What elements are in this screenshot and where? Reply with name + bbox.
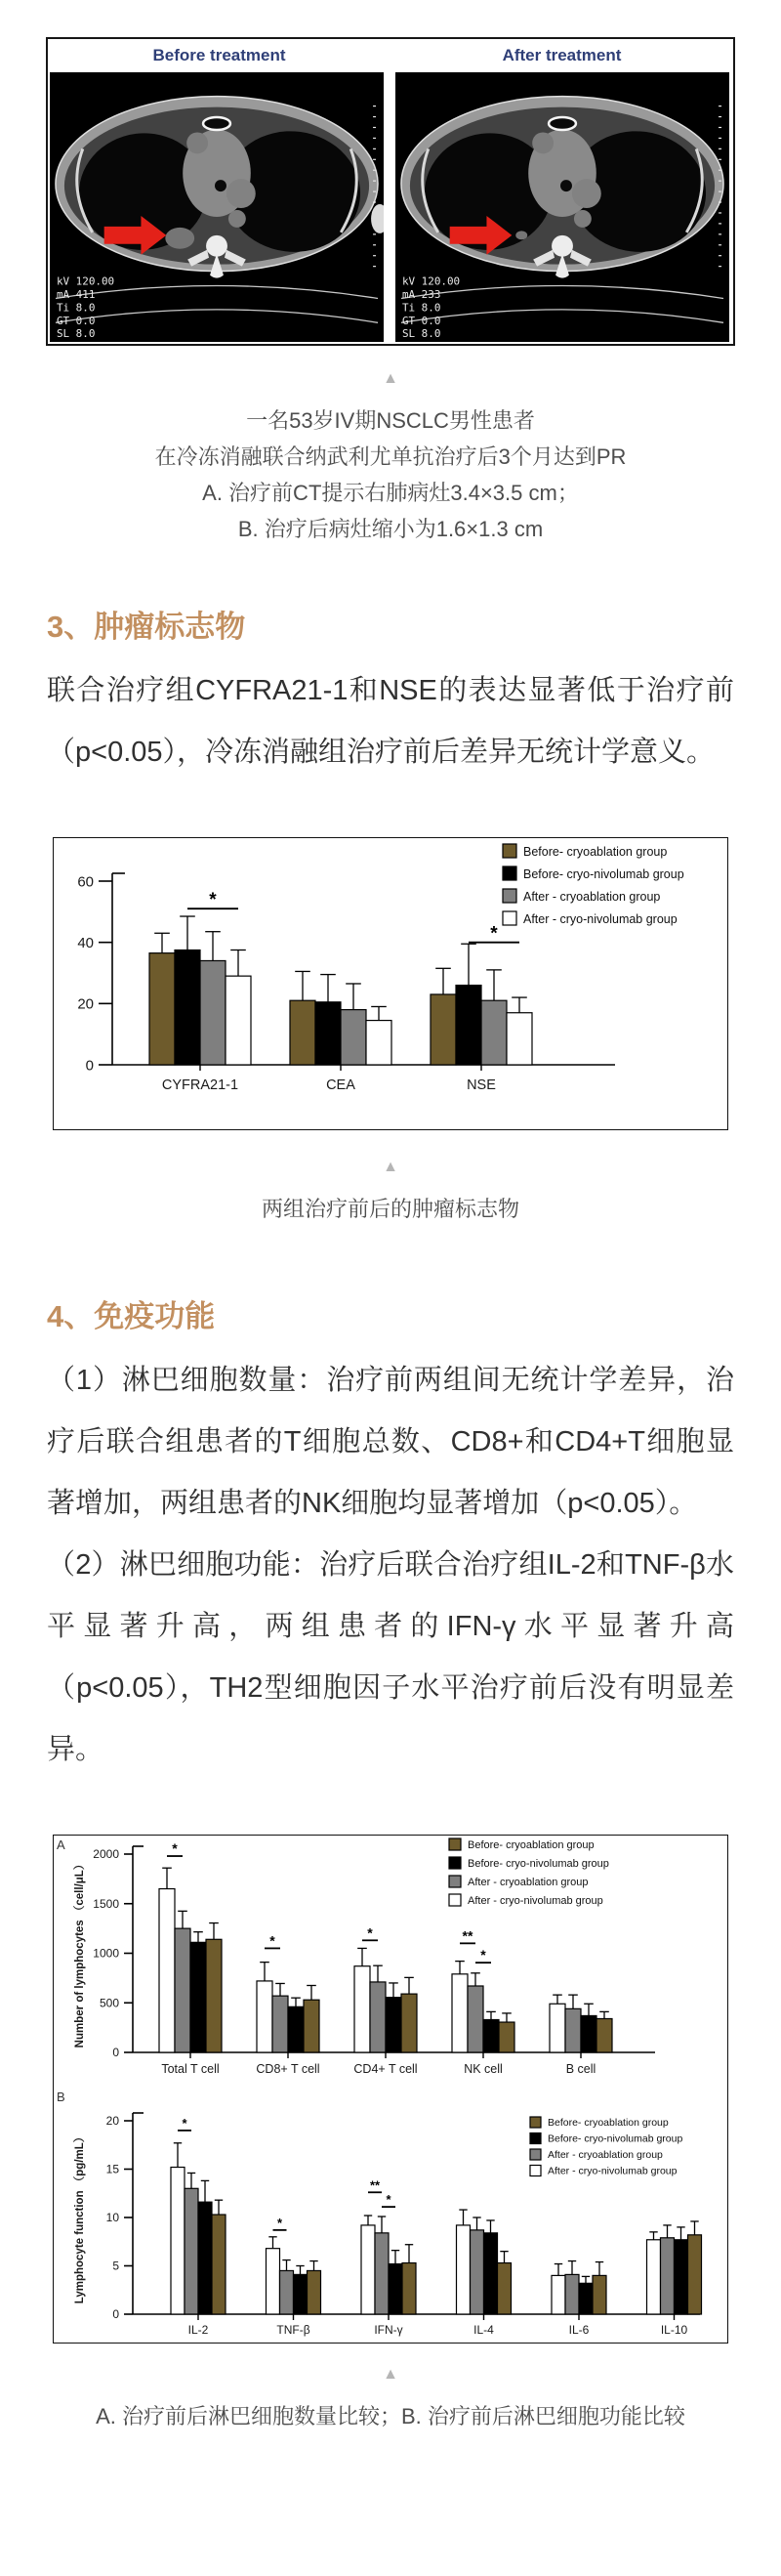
- svg-text:Ti 8.0: Ti 8.0: [56, 301, 96, 315]
- section4-paragraph-2: （2）淋巴细胞功能：治疗后联合治疗组IL-2和TNF-β水平显著升高，两组患者的IFN-γ水平显著升高（p<0.05），TH2型细胞因子水平治疗前后没有明显差异。: [47, 1549, 734, 1765]
- svg-text:GT 0.0: GT 0.0: [401, 314, 441, 327]
- svg-text:SL 8.0: SL 8.0: [401, 327, 441, 341]
- svg-text:Before- cryoablation group: Before- cryoablation group: [523, 845, 668, 859]
- ct-after-title: After treatment: [502, 46, 622, 64]
- svg-text:0: 0: [112, 2046, 119, 2060]
- svg-text:Before- cryo-nivolumab group: Before- cryo-nivolumab group: [468, 1858, 609, 1870]
- caret-up-icon: ▲: [383, 1159, 398, 1175]
- svg-text:**: **: [369, 2177, 381, 2193]
- svg-text:B cell: B cell: [565, 2062, 596, 2076]
- section3-paragraph: 联合治疗组CYFRA21-1和NSE的表达显著低于治疗前（p<0.05），冷冻消融组治疗前后差异无统计学意义。: [47, 675, 734, 768]
- svg-text:GT 0.0: GT 0.0: [56, 314, 96, 327]
- svg-text:0: 0: [112, 2307, 119, 2322]
- svg-text:NK cell: NK cell: [464, 2062, 503, 2076]
- svg-text:Ti 8.0: Ti 8.0: [401, 301, 441, 315]
- svg-text:*: *: [269, 1932, 275, 1949]
- svg-text:kV 120.00: kV 120.00: [401, 274, 461, 288]
- svg-text:CYFRA21-1: CYFRA21-1: [161, 1077, 239, 1093]
- svg-text:IL-2: IL-2: [187, 2323, 209, 2337]
- svg-text:**: **: [462, 1927, 473, 1944]
- svg-text:mA 233: mA 233: [401, 287, 441, 301]
- svg-text:1000: 1000: [93, 1946, 119, 1961]
- svg-text:After - cryo-nivolumab group: After - cryo-nivolumab group: [468, 1895, 603, 1907]
- chart1-caption-line: 两组治疗前后的肿瘤标志物: [261, 1197, 519, 1221]
- svg-text:CEA: CEA: [326, 1077, 355, 1093]
- svg-text:5: 5: [112, 2259, 119, 2273]
- ct-figure: [46, 37, 735, 346]
- ct-caption: [0, 371, 781, 547]
- figure2-caption: [0, 2367, 781, 2434]
- svg-text:B: B: [57, 2090, 65, 2104]
- svg-text:Before- cryo-nivolumab group: Before- cryo-nivolumab group: [548, 2133, 683, 2145]
- chart1-caption: [0, 1160, 781, 1227]
- svg-text:Number of lymphocytes （cell/μL: Number of lymphocytes （cell/μL）: [74, 1858, 86, 2048]
- section3-heading: 3、肿瘤标志物: [47, 610, 246, 644]
- svg-text:Before- cryo-nivolumab group: Before- cryo-nivolumab group: [523, 867, 684, 881]
- svg-text:Before- cryoablation group: Before- cryoablation group: [468, 1839, 595, 1851]
- svg-text:Lymphocyte function （pg/mL）: Lymphocyte function （pg/mL）: [74, 2131, 86, 2304]
- tumor-marker-chart: [53, 837, 728, 1130]
- svg-text:20: 20: [77, 995, 94, 1013]
- svg-text:CD4+ T cell: CD4+ T cell: [353, 2062, 418, 2076]
- svg-text:TNF-β: TNF-β: [276, 2323, 310, 2337]
- immune-figure: [53, 1835, 728, 2344]
- svg-text:Total T cell: Total T cell: [161, 2062, 220, 2076]
- ct-image-after: [395, 72, 729, 342]
- svg-text:IFN-γ: IFN-γ: [374, 2323, 403, 2337]
- ct-caption-line: A. 治疗前CT提示右肺病灶3.4×3.5 cm；: [202, 481, 579, 505]
- svg-text:Before- cryoablation group: Before- cryoablation group: [548, 2117, 669, 2129]
- svg-text:*: *: [480, 1947, 486, 1964]
- svg-text:500: 500: [99, 1996, 119, 2010]
- svg-text:After - cryo-nivolumab group: After - cryo-nivolumab group: [523, 912, 678, 926]
- svg-text:IL-6: IL-6: [568, 2323, 590, 2337]
- ct-caption-line: 在冷冻消融联合纳武利尤单抗治疗后3个月达到PR: [154, 444, 627, 469]
- svg-text:A: A: [57, 1837, 65, 1852]
- svg-text:40: 40: [77, 934, 94, 951]
- svg-text:After - cryo-nivolumab group: After - cryo-nivolumab group: [548, 2165, 678, 2177]
- lymphocyte-function-chart-svg: [54, 2090, 727, 2343]
- tumor-marker-chart-svg: [54, 838, 727, 1129]
- svg-text:60: 60: [77, 873, 94, 891]
- svg-text:IL-4: IL-4: [473, 2323, 494, 2337]
- ct-before-title: Before treatment: [152, 46, 286, 64]
- section4-heading: 4、免疫功能: [47, 1299, 216, 1333]
- svg-text:10: 10: [105, 2211, 119, 2225]
- svg-text:*: *: [182, 2115, 187, 2131]
- svg-text:After - cryoablation group: After - cryoablation group: [523, 890, 661, 904]
- svg-text:CD8+ T cell: CD8+ T cell: [256, 2062, 320, 2076]
- svg-text:*: *: [367, 1924, 373, 1941]
- svg-text:NSE: NSE: [467, 1077, 496, 1093]
- svg-text:0: 0: [85, 1057, 94, 1075]
- svg-text:IL-10: IL-10: [660, 2323, 688, 2337]
- svg-text:*: *: [276, 2215, 283, 2230]
- svg-text:20: 20: [105, 2114, 119, 2129]
- caret-up-icon: ▲: [383, 2366, 398, 2383]
- ct-caption-line: B. 治疗后病灶缩小为1.6×1.3 cm: [237, 517, 544, 541]
- caret-up-icon: ▲: [383, 370, 398, 387]
- ct-title-row: [48, 39, 733, 72]
- ct-caption-line: 一名53岁IV期NSCLC男性患者: [246, 408, 535, 433]
- lymphocyte-number-chart-svg: [54, 1836, 727, 2090]
- svg-text:kV 120.00: kV 120.00: [56, 274, 115, 288]
- svg-text:mA 411: mA 411: [56, 287, 96, 301]
- svg-text:1500: 1500: [93, 1896, 119, 1911]
- svg-text:15: 15: [105, 2162, 119, 2176]
- section4-paragraph-1: （1）淋巴细胞数量：治疗前两组间无统计学差异，治疗后联合组患者的T细胞总数、CD8+和CD4+T细胞显著增加，两组患者的NK细胞均显著增加（p<0.05）。: [47, 1365, 734, 1519]
- svg-text:*: *: [386, 2192, 391, 2208]
- ct-image-before: [50, 72, 384, 342]
- svg-text:*: *: [490, 923, 498, 945]
- svg-text:2000: 2000: [93, 1847, 119, 1862]
- svg-text:After - cryoablation group: After - cryoablation group: [468, 1877, 589, 1888]
- svg-text:SL 8.0: SL 8.0: [56, 327, 96, 341]
- ct-panel-row: [48, 72, 733, 344]
- svg-text:After - cryoablation group: After - cryoablation group: [548, 2149, 663, 2161]
- figure2-caption-line: A. 治疗前后淋巴细胞数量比较；B. 治疗前后淋巴细胞功能比较: [96, 2404, 685, 2428]
- svg-text:*: *: [209, 890, 217, 911]
- svg-text:*: *: [172, 1840, 178, 1857]
